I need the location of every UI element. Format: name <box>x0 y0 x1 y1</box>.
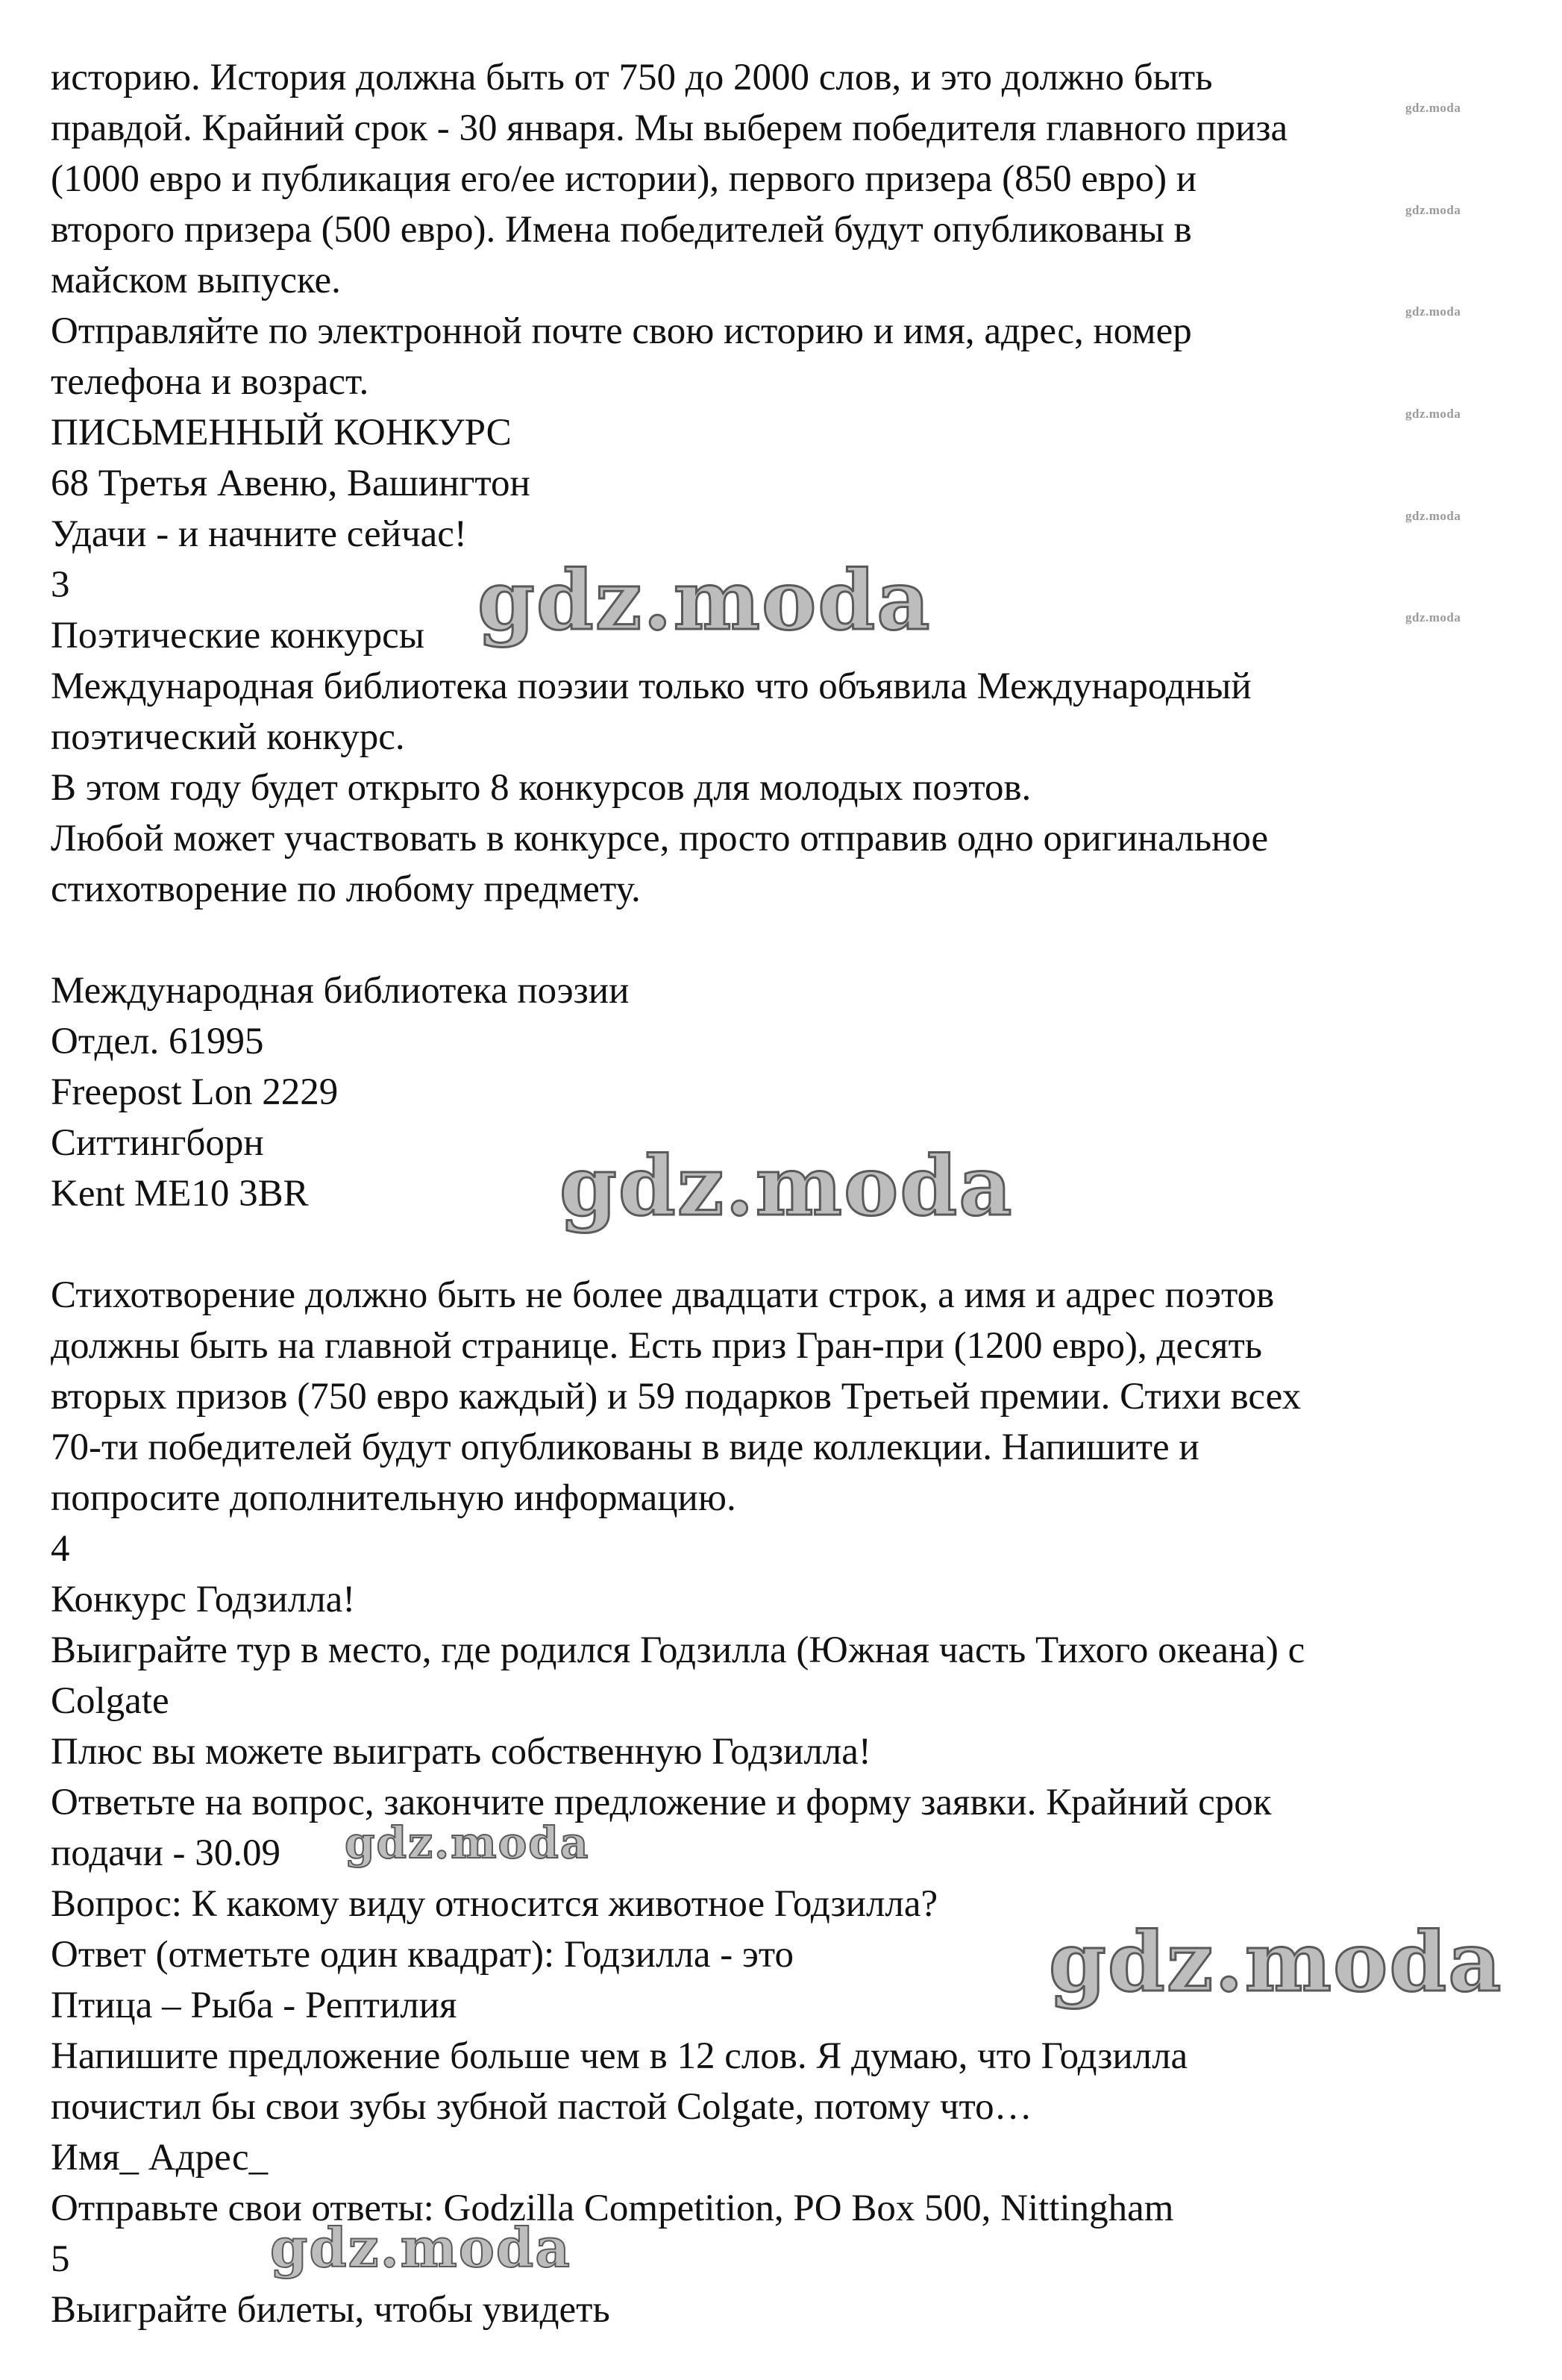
watermark-small: gdz.moda <box>1405 610 1461 624</box>
text-line: Отдел. 61995 <box>51 1021 264 1062</box>
watermark-small: gdz.moda <box>1405 203 1461 217</box>
text-line: Птица – Рыба - Рептилия <box>51 1985 457 2026</box>
watermark-large: gdz.moda <box>559 1138 1014 1234</box>
text-line: Имя_ Адрес_ <box>51 2137 269 2179</box>
text-line: Плюс вы можете выиграть собственную Годзилла! <box>51 1731 871 1773</box>
watermark-small: gdz.moda <box>1405 407 1461 421</box>
text-line: 5 <box>51 2238 70 2280</box>
text-line: второго призера (500 евро). Имена победителей будут опубликованы в <box>51 209 1192 251</box>
text-line: Kent ME10 3BR <box>51 1173 309 1215</box>
watermark-large: gdz.moda <box>345 1817 590 1868</box>
text-line: Вопрос: К какому виду относится животное Годзилла? <box>51 1883 938 1925</box>
text-line: Удачи - и начните сейчас! <box>51 513 467 555</box>
text-line: историю. История должна быть от 750 до 2000 слов, и это должно быть <box>51 57 1213 98</box>
text-line: вторых призов (750 евро каждый) и 59 подарков Третьей премии. Стихи всех <box>51 1376 1302 1418</box>
text-line: Стихотворение должно быть не более двадцати строк, а имя и адрес поэтов <box>51 1274 1275 1316</box>
text-line: стихотворение по любому предмету. <box>51 868 641 910</box>
watermark-small: gdz.moda <box>1405 304 1461 319</box>
text-line: В этом году будет открыто 8 конкурсов для молодых поэтов. <box>51 767 1032 809</box>
text-line: попросите дополнительную информацию. <box>51 1477 736 1519</box>
text-line: телефона и возраст. <box>51 361 369 403</box>
text-line: (1000 евро и публикация его/ее истории), первого призера (850 евро) и <box>51 158 1197 200</box>
watermark-large: gdz.moda <box>270 2216 571 2279</box>
watermark-large: gdz.moda <box>1049 1914 1503 2010</box>
text-line: Freepost Lon 2229 <box>51 1071 339 1113</box>
text-line: Любой может участвовать в конкурсе, просто отправив одно оригинальное <box>51 818 1269 859</box>
text-line: 68 Третья Авеню, Вашингтон <box>51 463 530 504</box>
text-line: Отправляйте по электронной почте свою историю и имя, адрес, номер <box>51 310 1192 352</box>
text-line: Выиграйте тур в место, где родился Годзилла (Южная часть Тихого океана) с <box>51 1629 1305 1671</box>
text-line: поэтический конкурс. <box>51 716 405 758</box>
watermark-small: gdz.moda <box>1405 101 1461 115</box>
text-line: 70-ти победителей будут опубликованы в виде коллекции. Напишите и <box>51 1427 1199 1468</box>
text-line: Конкурс Годзилла! <box>51 1579 356 1620</box>
text-line: Выиграйте билеты, чтобы увидеть <box>51 2289 610 2331</box>
text-line: Напишите предложение больше чем в 12 слов. Я думаю, что Годзилла <box>51 2035 1188 2077</box>
watermark-large: gdz.moda <box>477 552 932 648</box>
text-line: правдой. Крайний срок - 30 января. Мы выберем победителя главного приза <box>51 107 1288 149</box>
text-line: почистил бы свои зубы зубной пастой Colgate, потому что… <box>51 2086 1032 2128</box>
text-line: 3 <box>51 564 70 606</box>
text-line: должны быть на главной странице. Есть приз Гран-при (1200 евро), десять <box>51 1325 1263 1367</box>
text-line: Международная библиотека поэзии <box>51 970 630 1012</box>
text-line: 4 <box>51 1528 70 1570</box>
text-line: Ответьте на вопрос, закончите предложение и форму заявки. Крайний срок <box>51 1782 1272 1823</box>
watermark-small: gdz.moda <box>1405 509 1461 523</box>
text-line: майском выпуске. <box>51 260 341 301</box>
text-line: Ситтингборн <box>51 1122 264 1164</box>
text-line: Ответ (отметьте один квадрат): Годзилла - это <box>51 1934 794 1976</box>
blank-line <box>51 915 1528 965</box>
text-line: Международная библиотека поэзии только что объявила Международный <box>51 666 1252 707</box>
text-line: Colgate <box>51 1680 169 1722</box>
text-line: подачи - 30.09 <box>51 1832 281 1874</box>
text-line: ПИСЬМЕННЫЙ КОНКУРС <box>51 412 512 454</box>
text-line: Отправьте свои ответы: Godzilla Competition, PO Box 500, Nittingham <box>51 2188 1174 2229</box>
text-line: Поэтические конкурсы <box>51 615 425 657</box>
